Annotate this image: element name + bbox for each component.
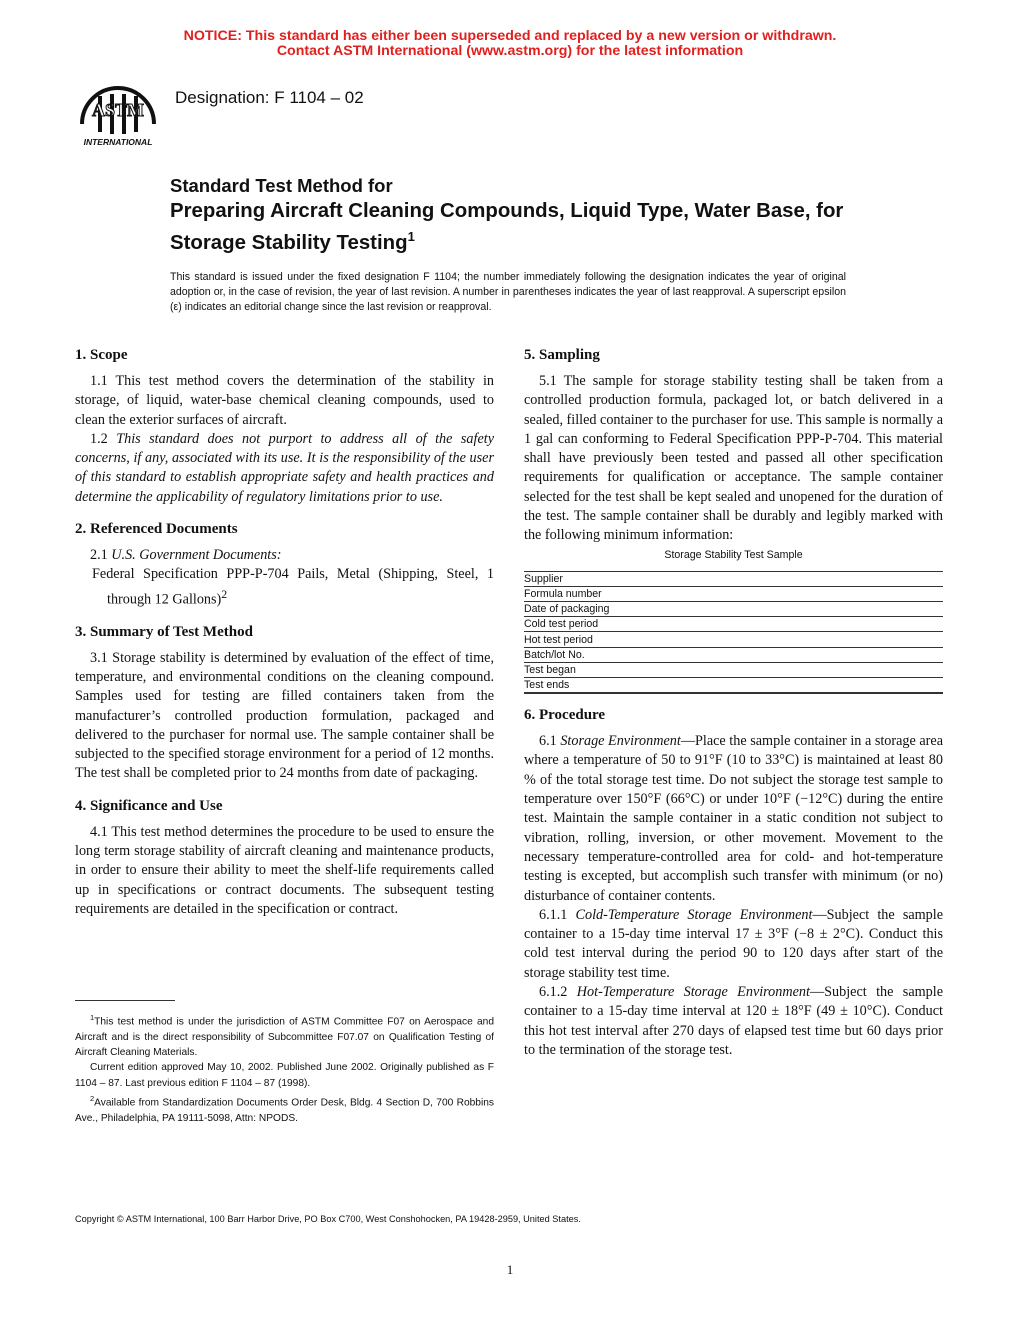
- footnote-mark: 2: [90, 1093, 95, 1103]
- footnote-2: [75, 1091, 494, 1126]
- title-text: Preparing Aircraft Cleaning Compounds, Liquid Type, Water Base, for Storage Stability Testing: [170, 200, 844, 254]
- footnotes: [75, 1010, 494, 1126]
- footnote-divider: [75, 1000, 175, 1001]
- paragraph-1-1: 1.1 This test method covers the determination of the stability in storage, of liquid, water-base chemical cleaning compounds, used to clean the exterior surfaces of aircraft.: [75, 373, 494, 428]
- paragraph-number: 6.1.2: [539, 984, 577, 1001]
- astm-logo: [76, 76, 160, 148]
- document-title: [170, 198, 870, 256]
- standard-issuance-note: This standard is issued under the fixed designation F 1104; the number immediately following the designation indicates the year of original adoption or, in the case of revision, the year of last revision. A number in parentheses indicates the year of last reapproval. A superscript epsilon (ε) indicates an editorial change since the last revision or reapproval.: [170, 271, 846, 313]
- logo-subtitle: INTERNATIONAL: [83, 137, 153, 147]
- footnote-mark: 1: [90, 1013, 95, 1022]
- table-cell: Formula number: [524, 586, 943, 601]
- table-caption: Storage Stability Test Sample: [664, 548, 803, 561]
- reference-item: [75, 565, 494, 609]
- copyright-line: Copyright © ASTM International, 100 Barr Harbor Drive, PO Box C700, West Conshohocken, PA 19428-2959, United States.: [75, 1214, 581, 1224]
- table-cell: Date of packaging: [524, 602, 943, 617]
- notice-line-1: NOTICE: This standard has either been superseded and replaced by a new version or withdrawn.: [183, 28, 837, 44]
- paragraph-text: —Subject the sample container to a 15-day time interval at 120 ± 18°F (49 ± 10°C). Conduct this hot test interval after 270 days of elapsed test time but 60 days prior to the termination of the storage test.: [524, 984, 943, 1058]
- subsection-title: Storage Environment: [560, 733, 681, 750]
- paragraph-2-1: [75, 546, 494, 565]
- section-heading-significance: 4. Significance and Use: [75, 797, 223, 814]
- paragraph-6-1-2: [524, 983, 943, 1060]
- page-number: 1: [506, 1262, 514, 1277]
- footnote-1-continued: Current edition approved May 10, 2002. Published June 2002. Originally published as F 1104 – 87. Last previous edition F 1104 – 87 (1998).: [75, 1062, 494, 1089]
- subsection-title: Cold-Temperature Storage Environment: [575, 906, 813, 923]
- table-cell: Supplier: [524, 571, 943, 586]
- paragraph-number: 1.2: [90, 430, 117, 447]
- paragraph-6-1-1: [524, 906, 943, 983]
- table-row: [524, 617, 943, 632]
- table-row: [524, 647, 943, 662]
- paragraph-5-1: 5.1 The sample for storage stability testing shall be taken from a controlled production formula, packaged lot, or batch delivered in a sealed, filled container to the purchaser for use. This sample is normally a 1 gal can conforming to Federal Specification PPP-P-704. This material shall have previously been tested and passed all other specification requirements for qualification or acceptance. The sample container selected for the test shall be kept sealed and unopened for the duration of the test. The sample container shall be durably and legibly marked with the following minimum information:: [524, 373, 943, 544]
- table-row: [524, 571, 943, 586]
- section-heading-referenced: 2. Referenced Documents: [75, 521, 238, 538]
- safety-statement: This standard does not purport to address all of the safety concerns, if any, associated with its use. It is the responsibility of the user of this standard to establish appropriate safety and health practices and determine the applicability of regulatory limitations prior to use.: [75, 430, 494, 505]
- section-heading-sampling: 5. Sampling: [524, 347, 600, 363]
- sample-info-table: [524, 571, 943, 695]
- subheading: U.S. Government Documents:: [111, 547, 282, 564]
- paragraph-number: 6.1: [539, 733, 561, 750]
- paragraph-text: —Subject the sample container to a 15-day time interval 17 ± 3°F (−8 ± 2°C). Conduct this cold test interval during the period 90 to 120 days after start of the storage stability test time.: [524, 906, 943, 981]
- paragraph-number: 6.1.1: [539, 906, 576, 923]
- footnote-1: [75, 1010, 494, 1060]
- table-cell: Cold test period: [524, 617, 943, 632]
- subsection-title: Hot-Temperature Storage Environment: [576, 984, 810, 1001]
- footnote-text: This test method is under the jurisdiction of ASTM Committee F07 on Aerospace and Aircraft and is the direct responsibility of Subcommittee F07.07 on Qualification Testing of Aircraft Cleaning Materials.: [75, 1016, 494, 1058]
- paragraph-6-1: [524, 732, 943, 906]
- designation: Designation: F 1104 – 02: [175, 88, 364, 107]
- paragraph-4-1: 4.1 This test method determines the procedure to be used to ensure the long term storage stability of aircraft cleaning and maintenance products, in order to ensure their ability to meet the shelf-life requirements called up in specifications or contract documents. The subsequent testing requirements are detailed in the specification or contract.: [75, 823, 494, 917]
- table-cell: Batch/lot No.: [524, 647, 943, 662]
- reference-text: Federal Specification PPP-P-704 Pails, Metal (Shipping, Steel, 1 through 12 Gallons): [92, 566, 494, 608]
- reference-footnote-mark: 2: [221, 586, 228, 601]
- table-row: [524, 632, 943, 647]
- right-column: [524, 346, 943, 1060]
- footnote-text: Available from Standardization Documents Order Desk, Bldg. 4 Section D, 700 Robbins Ave., Philadelphia, PA 19111-5098, Attn: NPODS.: [75, 1097, 494, 1124]
- section-heading-procedure: 6. Procedure: [524, 707, 606, 724]
- table-row: [524, 677, 943, 693]
- paragraph-text: —Place the sample container in a storage area where a temperature of 50 to 91°F (10 to 33°C) is maintained at least 80 % of the total storage test time. Do not subject the storage test sample to temperature over 150°F (66°C) or under 10°F (−12°C) during the entire test. Maintain the sample container in a static condition not subject to vibration, rolling, inversion, or other movement. Movement to the necessary temperature-controlled area for cold- and hot-temperature testing is excepted, but accomplish such transfer with minimum (or no) disturbance of container contents.: [524, 733, 943, 904]
- paragraph-3-1: 3.1 Storage stability is determined by evaluation of the effect of time, temperature, and environmental conditions on the cleaning compound. Samples used for testing are filled containers taken from the manufacturer’s controlled production formulation, packaged and delivered to the purchaser for normal use. The sample container shall be subjected to the specified storage environment for a period of 12 months. The test shall be completed prior to 24 months from date of packaging.: [75, 649, 494, 782]
- paragraph-number: 2.1: [90, 547, 112, 564]
- paragraph-1-2: [75, 430, 494, 507]
- logo-text: ASTM: [91, 100, 145, 120]
- notice-line-2: Contact ASTM International (www.astm.org) for the latest information: [276, 43, 744, 59]
- table-cell: Test began: [524, 662, 943, 677]
- table-cell: Test ends: [524, 677, 943, 693]
- title-footnote-mark: 1: [407, 229, 415, 244]
- table-row: [524, 602, 943, 617]
- left-column: [75, 346, 494, 919]
- table-cell: Hot test period: [524, 632, 943, 647]
- table-row: [524, 586, 943, 601]
- section-heading-summary: 3. Summary of Test Method: [75, 623, 253, 640]
- title-prefix: Standard Test Method for: [170, 175, 393, 196]
- table-row: [524, 662, 943, 677]
- section-heading-scope: 1. Scope: [75, 347, 128, 363]
